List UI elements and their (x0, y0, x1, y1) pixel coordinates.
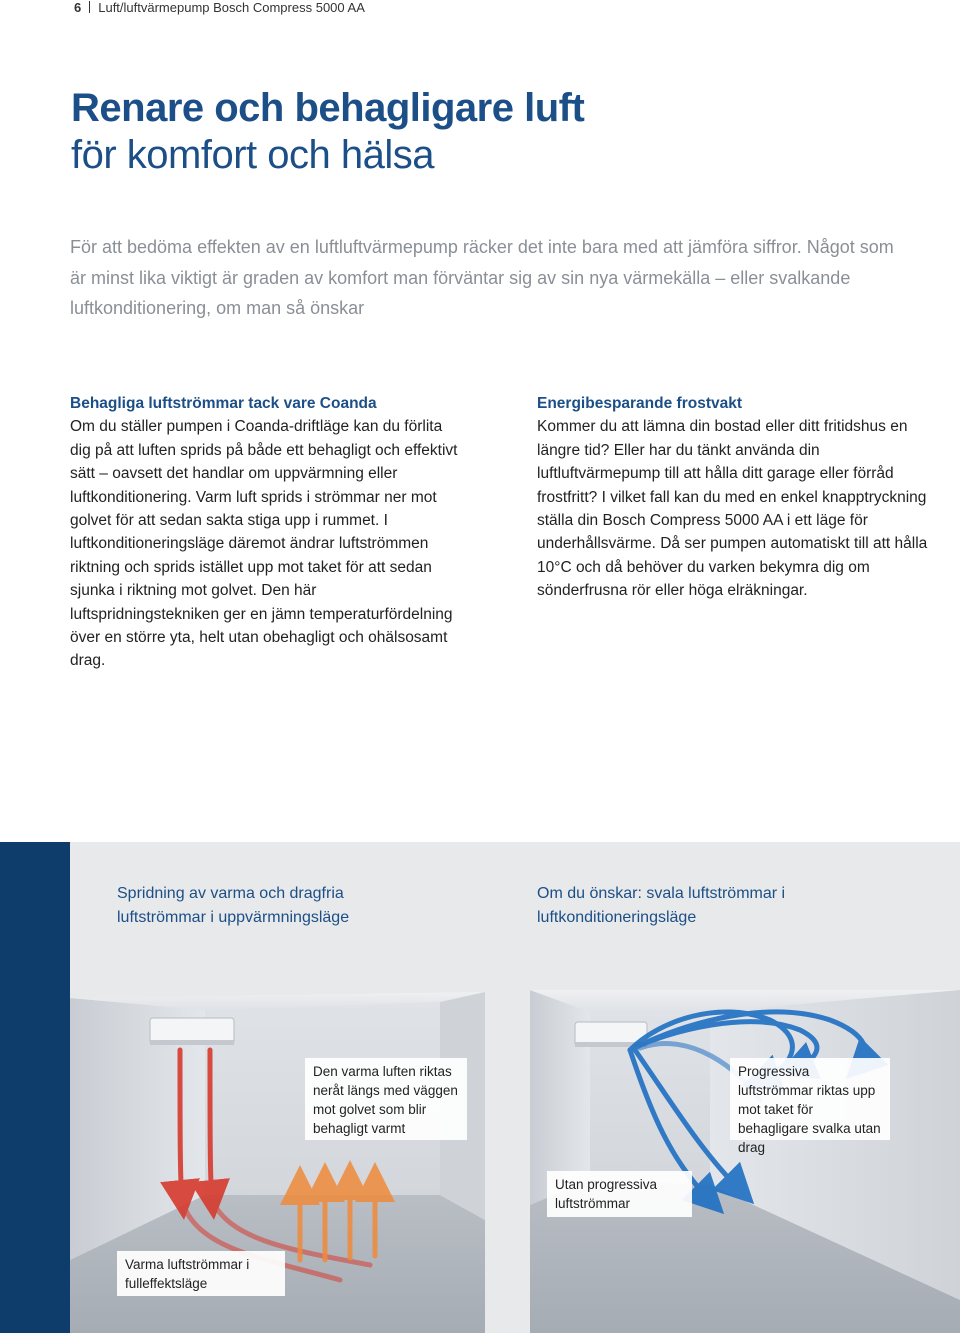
page-subtitle: för komfort och hälsa (71, 133, 434, 177)
section-heading: Behagliga luftströmmar tack vare Coanda (70, 395, 377, 412)
page-number: 6 (74, 0, 82, 15)
label-warm-down: Den varma luften riktas neråt längs med väggen mot golvet som blir behagligt varmt (305, 1058, 467, 1140)
caption-heating: Spridning av varma och dragfria luftströmmar i uppvärmningsläge (117, 885, 350, 926)
page-header (74, 0, 365, 14)
section-frostvakt (537, 392, 942, 603)
label-full-power: Varma luftströmmar i fulleffektsläge (117, 1251, 285, 1296)
header-divider (89, 1, 90, 13)
section-heading: Energibesparande frostvakt (537, 395, 743, 412)
section-body: Om du ställer pumpen i Coanda-driftläge kan du förlita dig på att luften sprids på både ett behagligt och effektivt sätt – oavsett det handlar om uppvärmning eller luftkonditionering. Varm luft sprids i strömmar ner mot golvet för att sedan sakta stiga upp i rummet. I luftkonditioneringsläge däremot ändrar luftströmmen riktning och sprids istället upp mot taket för att sedan sjunka i riktning mot golvet. Den här luftspridningstekniken ger en jämn temperaturfördelning över en större yta, helt utan obehagligt och ohälsosamt drag. (70, 418, 458, 670)
section-body: Kommer du att lämna din bostad eller ditt fritidshus en längre tid? Eller har du tänkt använda din luftluftvärmepump till att hålla ditt garage eller förråd frostfritt? I vilket fall kan du med en enkel knapptryckning ställa din Bosch Compress 5000 AA i ett läge för underhållsvärme. Då ser pumpen automatiskt till att hålla 10°C och då behöver du varken bekymra dig om sönderfrusna rör eller höga elräkningar. (537, 418, 928, 600)
intro-paragraph: För att bedöma effekten av en luftluftvärmepump räcker det inte bara med att jämföra siffror. Något som är minst lika viktigt är graden av komfort man förväntar sig av sin nya värmekälla – eller svalkande luftkonditionering, om man så önskar (70, 237, 894, 318)
caption-cooling: Om du önskar: svala luftströmmar i luftkonditioneringsläge (537, 885, 786, 926)
section-coanda (70, 392, 465, 673)
brand-side-bar (0, 842, 70, 1333)
air-conditioner-unit (150, 1018, 234, 1045)
page-title: Renare och behagligare luft (71, 86, 585, 130)
room-cooling (530, 990, 960, 1333)
document-title: Luft/luftvärmepump Bosch Compress 5000 AA (98, 0, 365, 15)
label-without-progressive: Utan progressiva luftströmmar (547, 1171, 692, 1217)
label-progressive: Progressiva luftströmmar riktas upp mot taket för behagligare svalka utan drag (730, 1058, 890, 1140)
